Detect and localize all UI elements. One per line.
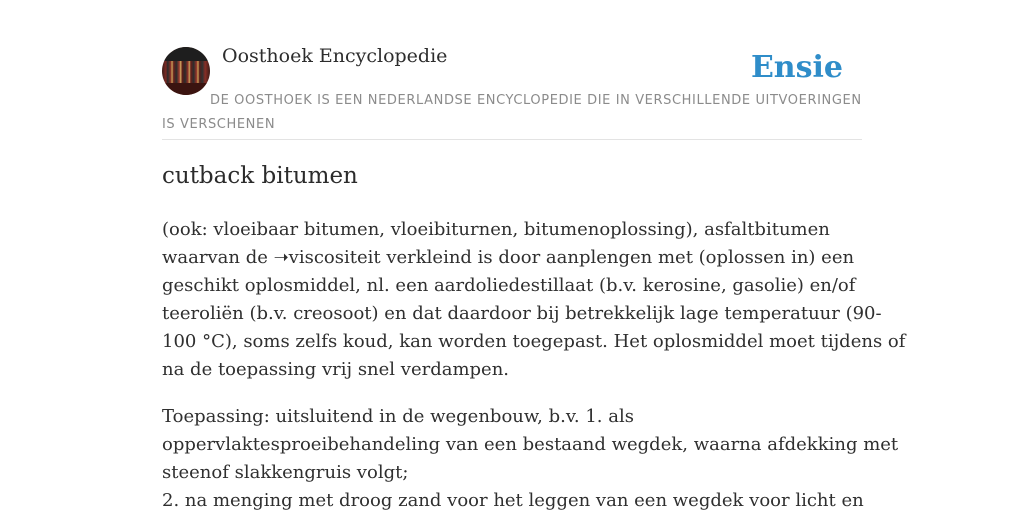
page [162,0,906,512]
paragraph-line: teeroliën (b.v. creosoot) en dat daardoor bij betrekkelijk lage temperatuur (90- [162,303,882,324]
site-title-link[interactable]: Oosthoek Encyclopedie [222,45,448,67]
paragraph-line: na de toepassing vrij snel verdampen. [162,359,510,380]
paragraph-line: geschikt oplosmiddel, nl. een aardoliedestillaat (b.v. kerosine, gasolie) en/of [162,275,856,296]
site-tagline: DE OOSTHOEK IS EEN NEDERLANDSE ENCYCLOPEDIE DIE IN VERSCHILLENDE UITVOERINGEN IS VERSCHENEN [162,93,862,132]
article-paragraph-2 [162,403,899,512]
paragraph-line: Toepassing: uitsluitend in de wegenbouw, b.v. 1. als [162,406,634,427]
paragraph-line: waarvan de ➝viscositeit verkleind is door aanplengen met (oplossen in) een [162,247,855,268]
paragraph-line: 100 °C), soms zelfs koud, kan worden toegepast. Het oplosmiddel moet tijdens of [162,331,906,352]
paragraph-line: (ook: vloeibaar bitumen, vloeibiturnen, bitumenoplossing), asfaltbitumen [162,219,830,240]
article-paragraph-1 [162,216,906,384]
ensie-logo-link[interactable]: Ensie [750,50,843,85]
paragraph-line: steenof slakkengruis volgt; [162,462,409,483]
article-headword: cutback bitumen [162,163,358,189]
paragraph-line: 2. na menging met droog zand voor het leggen van een wegdek voor licht en [162,490,864,511]
paragraph-line: oppervlaktesproeibehandeling van een bestaand wegdek, waarna afdekking met [162,434,899,455]
encyclopedia-avatar-icon[interactable] [162,47,210,95]
site-header [162,0,862,140]
